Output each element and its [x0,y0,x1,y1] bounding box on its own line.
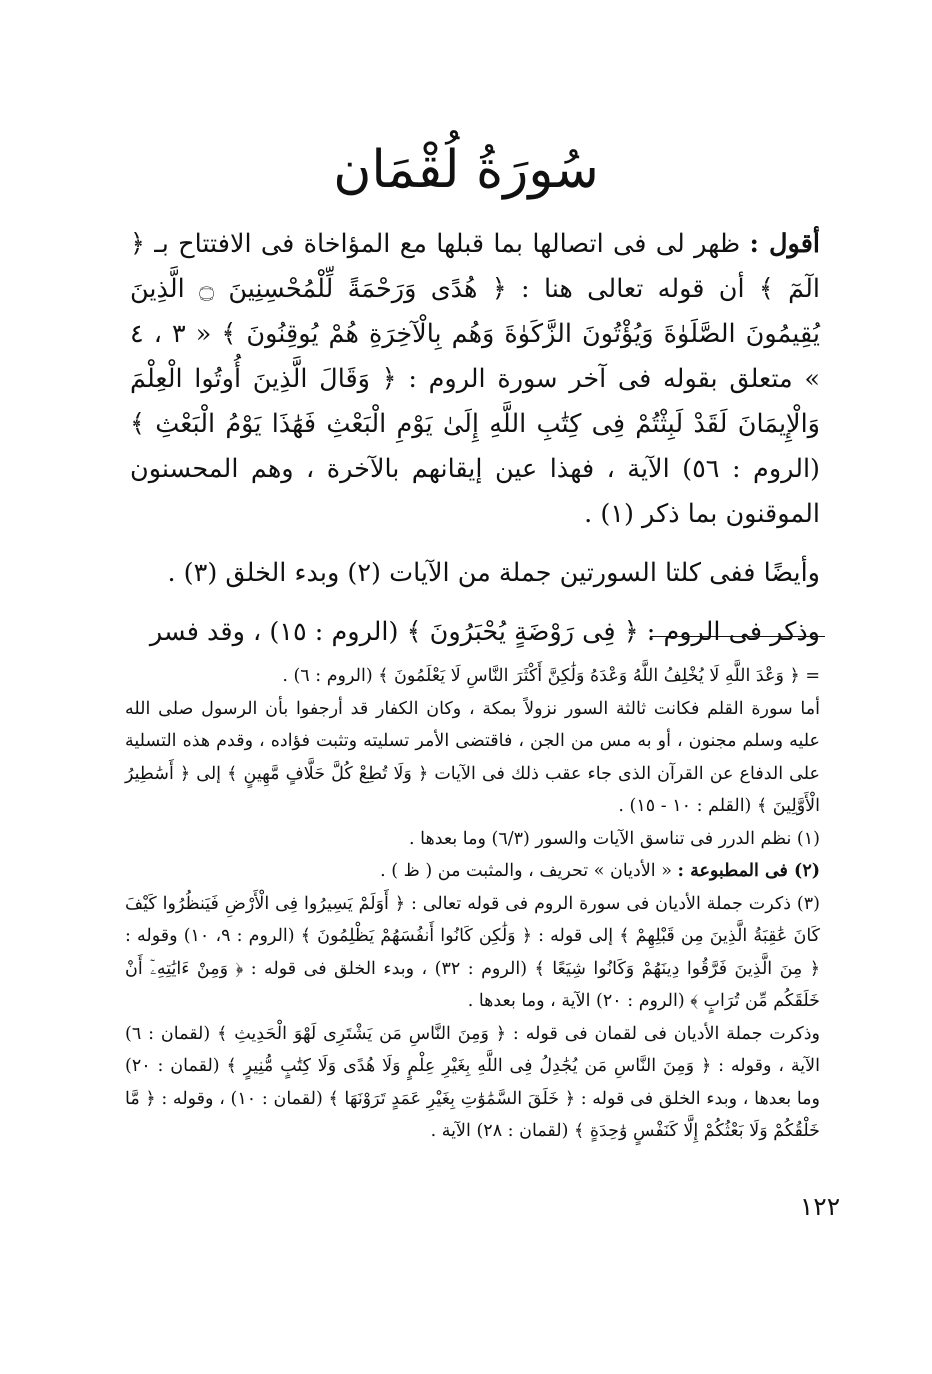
main-text [130,222,820,669]
footnote-3-continued: وذكرت جملة الأديان فى لقمان فى قوله : ﴿ وَمِنَ النَّاسِ مَن يَشْتَرِى لَهْوَ الْحَدِيثِ ﴾ (لقمان : ٦) الآية ، وقوله : ﴿ وَمِنَ النَّاسِ مَن يُجَٰدِلُ فِى اللَّهِ بِغَيْرِ عِلْمٍ وَلَا هُدًى وَلَا كِتَٰبٍ مُّنِيرٍ ﴾ (لقمان : ٢٠) وما بعدها ، وبدء الخلق فى قوله : ﴿ خَلَقَ السَّمَٰوَٰتِ بِغَيْرِ عَمَدٍ تَرَوْنَهَا ﴾ (لقمان : ١٠) ، وقوله : ﴿ مَّا خَلْقُكُمْ وَلَا بَعْثُكُمْ إِلَّا كَنَفْسٍ وَٰحِدَةٍ ﴾ (لقمان : ٢٨) الآية . [125,1023,820,1141]
footnote-2-label: (٢) فى المطبوعة : [677,861,820,881]
paragraph-1-text: ظهر لى فى اتصالها بما قبلها مع المؤاخاة فى الافتتاح بـ ﴿ الٓمٓ ﴾ أن قوله تعالى هنا : ﴿ هُدًى وَرَحْمَةً لِّلْمُحْسِنِينَ ۝ الَّذِينَ يُقِيمُونَ الصَّلَوٰةَ وَيُؤْتُونَ الزَّكَوٰةَ وَهُم بِالْآخِرَةِ هُمْ يُوقِنُونَ ﴾ « ٣ ، ٤ » متعلق بقوله فى آخر سورة الروم : ﴿ وَقَالَ الَّذِينَ أُوتُوا الْعِلْمَ وَالْإِيمَانَ لَقَدْ لَبِثْتُمْ فِى كِتَٰبِ اللَّهِ إِلَىٰ يَوْمِ الْبَعْثِ فَهَٰذَا يَوْمُ الْبَعْثِ ﴾ (الروم : ٥٦) الآية ، فهذا عين إيقانهم بالآخرة ، وهم المحسنون الموقنون بما ذكر (١) . [130,229,821,529]
footnote-divider [650,636,825,637]
surah-title: سُورَةُ لُقْمَان [333,140,599,200]
footnote-2-text: « الأديان » تحريف ، والمثبت من ( ظ ) . [380,861,672,881]
paragraph-3: وذكر فى الروم : ﴿ فِى رَوْضَةٍ يُحْبَرُونَ ﴾ (الروم : ١٥) ، وقد فسر [149,617,820,647]
footnote-2 [125,855,820,888]
paragraph-intro [130,222,820,537]
footnotes [125,660,820,1148]
footnote-3: (٣) ذكرت جملة الأديان فى سورة الروم فى قوله تعالى : ﴿ أَوَلَمْ يَسِيرُوا فِى الْأَرْضِ فَيَنظُرُوا كَيْفَ كَانَ عَٰقِبَةُ الَّذِينَ مِن قَبْلِهِمْ ﴾ إلى قوله : ﴿ وَلَٰكِن كَانُوا أَنفُسَهُمْ يَظْلِمُونَ ﴾ (الروم : ٩، ١٠) وقوله : ﴿ مِنَ الَّذِينَ فَرَّقُوا دِينَهُمْ وَكَانُوا شِيَعًا ﴾ (الروم : ٣٢) ، وبدء الخلق فى قوله : ﴿ وَمِنْ ءَايَٰتِهِۦٓ أَنْ خَلَقَكُم مِّن تُرَابٍ ﴾ (الروم : ٢٠) الآية ، وما بعدها . [125,893,820,1011]
page-number: ١٢٢ [799,1192,841,1221]
footnote-continuation-2: أما سورة القلم فكانت ثالثة السور نزولاً بمكة ، وكان الكفار قد أرجفوا بأن الرسول صلى الله عليه وسلم مجنون ، أو به مس من الجن ، فاقتضى الأمر تسليته وتثبت فؤاده ، وقدم هذه التسلية على الدفاع عن القرآن الذى جاء عقب ذلك فى الآيات ﴿ وَلَا تُطِعْ كُلَّ حَلَّافٍ مَّهِينٍ ﴾ إلى ﴿ أَسَٰطِيرُ الْأَوَّلِينَ ﴾ (القلم : ١٠ - ١٥) . [125,698,820,816]
footnote-continuation: = ﴿ وَعْدَ اللَّهِ لَا يُخْلِفُ اللَّهُ وَعْدَهُ وَلَٰكِنَّ أَكْثَرَ النَّاسِ لَا يَعْلَمُونَ ﴾ (الروم : ٦) . [282,666,820,686]
footnote-1: (١) نظم الدرر فى تناسق الآيات والسور (٦/٣) وما بعدها . [409,828,820,849]
intro-label: أقول : [749,229,820,259]
paragraph-2: وأيضًا ففى كلتا السورتين جملة من الآيات (٢) وبدء الخلق (٣) . [167,558,820,588]
